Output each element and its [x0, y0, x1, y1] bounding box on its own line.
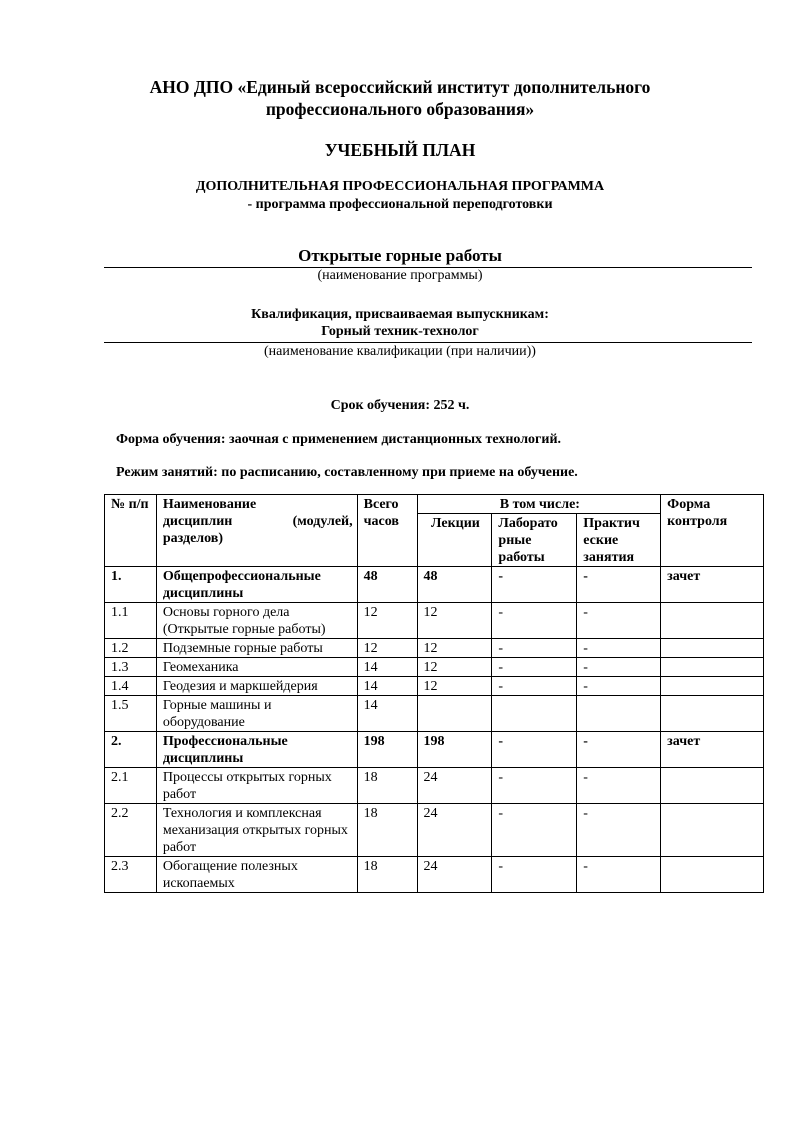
- cell-practice: -: [577, 658, 661, 677]
- table-row: [105, 768, 764, 804]
- cell-lectures: 12: [417, 677, 492, 696]
- qualification-value: Горный техник-технолог: [321, 324, 479, 339]
- header-num: № п/п: [105, 495, 157, 567]
- cell-lectures: 12: [417, 639, 492, 658]
- cell-practice: -: [577, 732, 661, 768]
- table-row: [105, 696, 764, 732]
- header-name-line-2b: (модулей,: [292, 514, 353, 529]
- table-row: [105, 639, 764, 658]
- study-duration: Срок обучения: 252 ч.: [330, 398, 470, 413]
- cell-control: зачет: [661, 567, 764, 603]
- cell-lectures: 24: [417, 804, 492, 857]
- cell-control: [661, 857, 764, 893]
- cell-practice: -: [577, 677, 661, 696]
- cell-name: Технология и комплексная механизация открытых горных работ: [156, 804, 357, 857]
- cell-practice: [577, 696, 661, 732]
- cell-practice: -: [577, 804, 661, 857]
- cell-name: Геомеханика: [156, 658, 357, 677]
- cell-name: Основы горного дела (Открытые горные работы): [156, 603, 357, 639]
- table-row: [105, 732, 764, 768]
- cell-num: 2.1: [105, 768, 157, 804]
- cell-labs: [492, 696, 577, 732]
- header-control: Форма контроля: [661, 495, 764, 567]
- table-row: [105, 658, 764, 677]
- cell-labs: -: [492, 603, 577, 639]
- header-name-line-1: Наименование: [162, 497, 257, 512]
- header-labs: Лаборато рные работы: [492, 514, 577, 567]
- cell-num: 2.: [105, 732, 157, 768]
- cell-num: 2.3: [105, 857, 157, 893]
- cell-name: Общепрофессиональные дисциплины: [156, 567, 357, 603]
- cell-control: зачет: [661, 732, 764, 768]
- organization-line-2: профессионального образования»: [265, 99, 535, 119]
- qualification-block: [0, 306, 800, 340]
- cell-labs: -: [492, 658, 577, 677]
- study-schedule: Режим занятий: по расписанию, составленному при приеме на обучение.: [116, 465, 578, 480]
- cell-practice: -: [577, 768, 661, 804]
- cell-total: 14: [357, 677, 417, 696]
- header-total: Всего часов: [357, 495, 417, 567]
- cell-num: 2.2: [105, 804, 157, 857]
- curriculum-table: [104, 494, 764, 893]
- cell-lectures: 24: [417, 768, 492, 804]
- header-name: [156, 495, 357, 567]
- program-type: [0, 178, 800, 214]
- table-row: [105, 857, 764, 893]
- cell-labs: -: [492, 732, 577, 768]
- cell-name: Геодезия и маркшейдерия: [156, 677, 357, 696]
- program-name-caption: (наименование программы): [317, 268, 483, 283]
- cell-control: [661, 677, 764, 696]
- cell-total: 12: [357, 603, 417, 639]
- cell-total: 198: [357, 732, 417, 768]
- header-lectures: Лекции: [417, 514, 492, 567]
- cell-name: Обогащение полезных ископаемых: [156, 857, 357, 893]
- program-type-line-1: ДОПОЛНИТЕЛЬНАЯ ПРОФЕССИОНАЛЬНАЯ ПРОГРАММА: [195, 179, 605, 194]
- qualification-caption: (наименование квалификации (при наличии)): [264, 344, 536, 359]
- table-row: [105, 603, 764, 639]
- cell-total: 12: [357, 639, 417, 658]
- header-practice: Практич еские занятия: [577, 514, 661, 567]
- cell-num: 1.2: [105, 639, 157, 658]
- cell-labs: -: [492, 567, 577, 603]
- table-row: [105, 567, 764, 603]
- cell-control: [661, 768, 764, 804]
- cell-control: [661, 639, 764, 658]
- cell-name: Процессы открытых горных работ: [156, 768, 357, 804]
- cell-lectures: 198: [417, 732, 492, 768]
- qualification-underline: [104, 342, 752, 343]
- cell-practice: -: [577, 639, 661, 658]
- cell-total: 14: [357, 658, 417, 677]
- cell-lectures: [417, 696, 492, 732]
- cell-total: 18: [357, 804, 417, 857]
- cell-lectures: 48: [417, 567, 492, 603]
- cell-control: [661, 804, 764, 857]
- header-name-line-2a: дисциплин: [162, 514, 233, 529]
- cell-num: 1.: [105, 567, 157, 603]
- table-row: [105, 677, 764, 696]
- study-form: Форма обучения: заочная с применением дистанционных технологий.: [116, 432, 562, 447]
- curriculum-table-body: [105, 567, 764, 893]
- cell-num: 1.4: [105, 677, 157, 696]
- header-name-line-3: разделов): [162, 531, 224, 546]
- cell-total: 18: [357, 768, 417, 804]
- cell-lectures: 12: [417, 603, 492, 639]
- program-name: Открытые горные работы: [298, 246, 502, 265]
- cell-num: 1.3: [105, 658, 157, 677]
- cell-control: [661, 696, 764, 732]
- document-title: УЧЕБНЫЙ ПЛАН: [324, 140, 476, 160]
- cell-practice: -: [577, 567, 661, 603]
- cell-labs: -: [492, 677, 577, 696]
- header-name-line-2: [163, 513, 353, 530]
- table-row: [105, 804, 764, 857]
- cell-labs: -: [492, 857, 577, 893]
- cell-name: Подземные горные работы: [156, 639, 357, 658]
- header-including: В том числе:: [417, 495, 661, 514]
- organization-line-1: АНО ДПО «Единый всероссийский институт дополнительного: [149, 77, 651, 97]
- cell-name: Профессиональные дисциплины: [156, 732, 357, 768]
- organization-name: [0, 76, 800, 120]
- cell-total: 48: [357, 567, 417, 603]
- cell-labs: -: [492, 768, 577, 804]
- cell-practice: -: [577, 857, 661, 893]
- program-type-line-2: - программа профессиональной переподготовки: [247, 197, 553, 212]
- qualification-label: Квалификация, присваиваемая выпускникам:: [251, 307, 549, 322]
- cell-labs: -: [492, 639, 577, 658]
- cell-lectures: 12: [417, 658, 492, 677]
- cell-name: Горные машины и оборудование: [156, 696, 357, 732]
- cell-lectures: 24: [417, 857, 492, 893]
- cell-num: 1.5: [105, 696, 157, 732]
- cell-total: 14: [357, 696, 417, 732]
- cell-labs: -: [492, 804, 577, 857]
- cell-practice: -: [577, 603, 661, 639]
- cell-num: 1.1: [105, 603, 157, 639]
- cell-control: [661, 603, 764, 639]
- cell-total: 18: [357, 857, 417, 893]
- cell-control: [661, 658, 764, 677]
